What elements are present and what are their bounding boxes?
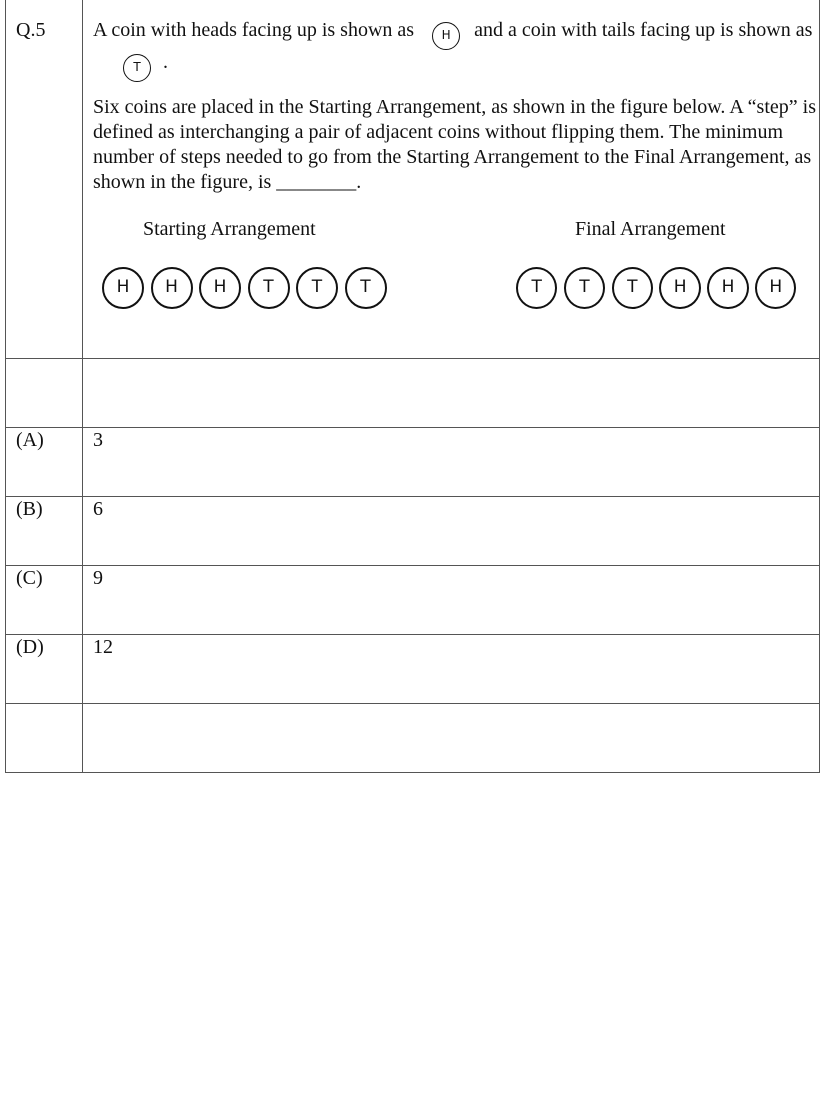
intro-text-end: . (163, 51, 168, 73)
option-label: (C) (16, 566, 43, 589)
option-label: (B) (16, 497, 43, 520)
question-sheet (5, 0, 820, 773)
starting-coin-tails-icon: T (345, 267, 387, 309)
option-value: 3 (93, 428, 103, 451)
option-row-a[interactable] (6, 427, 820, 496)
question-content (83, 0, 819, 309)
heads-coin-icon: H (432, 22, 460, 50)
starting-coin-heads-icon: H (151, 267, 193, 309)
final-coin-heads-icon: H (659, 267, 700, 309)
intro-text-b: and a coin with tails facing up is shown as (474, 19, 813, 41)
blank-label-cell (6, 703, 83, 772)
final-coin-tails-icon: T (612, 267, 653, 309)
final-coin-heads-icon: H (707, 267, 748, 309)
option-label: (D) (16, 635, 44, 658)
tails-coin-icon: T (123, 54, 151, 82)
question-body: Six coins are placed in the Starting Arrangement, as shown in the figure below. A “step” is defined as interchanging a pair of adjacent coins without flipping them. The minimum number of steps needed to go from the Starting Arrangement to the Final Arrangement, as shown in the figure, is ________. (93, 96, 816, 193)
final-coin-heads-icon: H (755, 267, 796, 309)
starting-coin-heads-icon: H (102, 267, 144, 309)
final-arrangement-title: Final Arrangement (575, 218, 726, 240)
starting-coin-tails-icon: T (248, 267, 290, 309)
starting-arrangement-title: Starting Arrangement (143, 218, 316, 240)
option-value: 12 (93, 635, 113, 658)
question-intro (93, 18, 819, 82)
option-value: 6 (93, 497, 103, 520)
option-row-c[interactable] (6, 565, 820, 634)
blank-label-cell (6, 358, 83, 427)
option-value: 9 (93, 566, 103, 589)
final-arrangement (503, 217, 803, 309)
final-coins (503, 267, 803, 309)
final-coin-tails-icon: T (564, 267, 605, 309)
option-row-d[interactable] (6, 634, 820, 703)
blank-row-end (6, 703, 820, 772)
starting-coin-heads-icon: H (199, 267, 241, 309)
question-number-cell (6, 0, 83, 358)
question-content-cell (83, 0, 820, 358)
blank-content-cell (83, 358, 820, 427)
blank-row (6, 358, 820, 427)
starting-coin-tails-icon: T (296, 267, 338, 309)
question-table (5, 0, 820, 773)
arrangement-figure (93, 217, 819, 309)
intro-text-a: A coin with heads facing up is shown as (93, 19, 415, 41)
question-row (6, 0, 820, 358)
final-coin-tails-icon: T (516, 267, 557, 309)
starting-coins (93, 267, 503, 309)
option-label: (A) (16, 428, 44, 451)
question-number: Q.5 (16, 19, 46, 41)
blank-content-cell (83, 703, 820, 772)
starting-arrangement (93, 217, 503, 309)
option-row-b[interactable] (6, 496, 820, 565)
